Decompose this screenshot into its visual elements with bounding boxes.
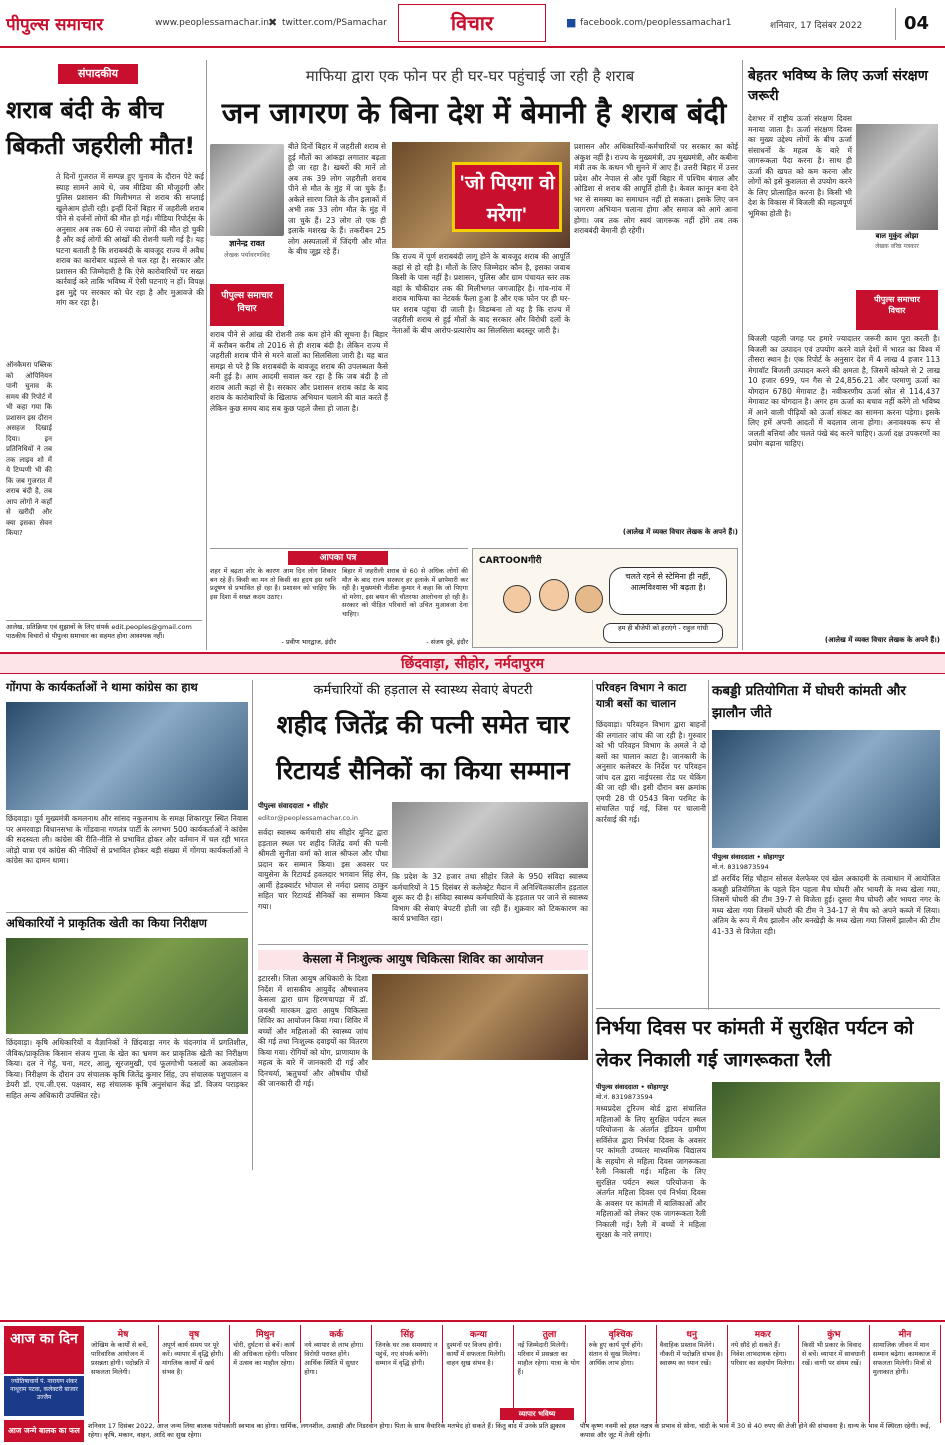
business-title: व्यापार भविष्य bbox=[500, 1408, 574, 1420]
main-col1: बीते दिनों बिहार में जहरीली शराब से हुई मौतों का आंकड़ा लगातार बढ़ता ही जा रहा है। खबरों की मानें तो अब तक 39 लोग जहरीली शराब पीने से मौत के मुंह में जा चुके हैं। अकेले सारण जिले के तीन इलाकों में अभी तक 33 लोग मौत के मुंह में जा चुके हैं। 23 लोग तो एक ही इलाके मशरख के हैं। तकरीबन 25 लोग अस्पतालों में जिंदगी और मौत के बीच जूझ रहे हैं। bbox=[288, 142, 387, 256]
rashi-name: मीन bbox=[898, 1330, 912, 1340]
s3-photo bbox=[392, 802, 588, 868]
rashi-4 bbox=[372, 1325, 443, 1423]
s4-body: इटारसी। जिला आयुष अधिकारी के दिशा निर्देश में शासकीय आयुर्वेद औषधालय केसला द्वारा ग्राम हिरणचापड़ा में डॉ. जयश्री मारकम द्वारा आयुष चिकित्सा शिविर का आयोजन किया गया। शिविर में बच्चों और महिलाओं की स्वास्थ्य जांच की गई तथा निःशुल्क दवाइयों का वितरण किया गया। रोगियों को योग, प्राणायाम के महत्व के बारे में जानकारी दी गई और दिनचर्या, ऋतुचर्या और औषधीय पौधों की जानकारी दी गई। bbox=[258, 974, 368, 1088]
rashi-3 bbox=[301, 1325, 372, 1423]
main-col3: कि राज्य में पूर्ण शराबबंदी लागू होने के बावजूद शराब की आपूर्ति कहां से हो रही है। मौतों के लिए जिम्मेदार कौन है, इसका जवाब किसी के पास नहीं है। प्रशासन, पुलिस और ग्राम पंचायत स्तर तक वहां के चौकीदार तक की मिलीभगत जगजाहिर है। गांव-गांव में शराब माफिया का नेटवर्क फैला हुआ है और एक फोन पर ही घर-घर शराब पहुंचा दी जाती है। विडम्बना तो यह है कि राज्य में जहरीली शराब से हुई मौतों के बाद सरकार और विरोधी दलों के नेताओं के बीच आरोप-प्रत्यारोप का सिलसिला बदस्तूर जारी है। bbox=[392, 252, 570, 335]
facebook-link[interactable]: facebook.com/peoplessamachar1 bbox=[580, 18, 732, 28]
s6-byline: पीपुल्स संवाददाता • सोहागपुर bbox=[712, 853, 785, 861]
s7-headline: निर्भया दिवस पर कांमती में सुरक्षित पर्यटन को लेकर निकाली गई जागरूकता रैली bbox=[596, 1017, 914, 1071]
editorial-headline: शराब बंदी के बीच बिकती जहरीली मौत! bbox=[6, 96, 196, 160]
s1-body: छिंदवाड़ा। पूर्व मुख्यमंत्री कमलनाथ और सांसद नकुलनाथ के समक्ष शिकारपुर स्थित निवास पर अमरवाड़ा विधानसभा के गोंडवाना गणतंत्र पार्टी के लगभग 500 कार्यकर्ताओं ने कांग्रेस की सदस्यता ली। कांग्रेस की रीति-नीति से प्रभावित होकर और वर्तमान में चल रही भारत जोड़ो यात्रा एवं कांग्रेस की नीतियों से प्रभावित होकर बड़ी संख्या में गोंगपा कार्यकर्ताओं ने कांग्रेस का दामन थामा। bbox=[6, 814, 248, 865]
right-body-2: बिजली पहली जगह पर हमारे ज्यादातर जरूरी काम पूरा करती है। बिजली का उत्पादन एवं उपयोग करने वाले देशों में भारत का विश्व में तीसरा स्थान है। एक रिपोर्ट के अनुसार देश में 4 लाख 4 हजार 113 मेगावॉट बिजली उत्पादन करने की क्षमता है, जिसमें कोयले से 2 लाख 10 हजार 699, पन गैस से 24,856.21 और परमाणु ऊर्जा का योगदान 6780 मेगावाट है। नवीकरणीय ऊर्जा स्रोत से 114,437 मेगावाट का योगदान है। अगर हम ऊर्जा का बचाव नहीं करेंगे तो भविष्य में आने वाली पीढ़ियों को ऊर्जा संकट का सामना करना पड़ेगा। इसके लिए हमें अपनी आदतों में बदलाव लाना होगा। अनावश्यक रूप से जलती बत्तियां और चलते पंखे बंद करने चाहिए। ऊर्जा दक्ष उपकरणों का प्रयोग बढ़ाना चाहिए। bbox=[748, 334, 940, 448]
rashi-text: नये व्यापार से लाभ होगा। विरोधी परास्त होंगे। आर्थिक स्थिति में सुधार होगा। bbox=[304, 1341, 364, 1376]
s3-kicker: कर्मचारियों की हड़ताल से स्वास्थ्य सेवाएं बेपटरी bbox=[313, 683, 533, 698]
region-title: छिंदवाड़ा, सीहोर, नर्मदापुरम bbox=[401, 656, 544, 672]
right-body-1: देशभर में राष्ट्रीय ऊर्जा संरक्षण दिवस मनाया जाता है। ऊर्जा संरक्षण दिवस का मुख्य उद्देश्य लोगों के बीच ऊर्जा संसाधनों के महत्व के बारे में जागरूकता पैदा करना है। साथ ही ऊर्जा की खपत को कम करना और लोगों को इसे कुशलता से उपयोग करने के लिए प्रोत्साहित करना है। किसी भी देश के विकास में बिजली की महत्वपूर्ण भूमिका होती है। bbox=[748, 114, 852, 218]
rashi-text: नये सौदे हो सकते हैं। निवेश लाभदायक रहेगा। परिवार का सहयोग मिलेगा। bbox=[730, 1341, 795, 1367]
nitish-photo bbox=[392, 142, 570, 248]
s5-body: छिंदवाड़ा। परिवहन विभाग द्वारा बाहनों की लगातार जांच की जा रही है। गुरुवार को भी परिवहन विभाग के अमले ने दो बसों का चालान काटा है। जानकारी के अनुसार कलेक्टर के निर्देश पर परिवहन जांच दल द्वारा नाईपरसा रोड पर चेकिंग की जा रही थी। इसी दौरान बस क्रमांक एमपी 28 पी 0543 बिना परमिट के संचालित पाई गई, जिस पर चालानी कार्रवाई की गई। bbox=[596, 720, 706, 824]
website-link[interactable]: www.peoplessamachar.in bbox=[155, 18, 269, 28]
main-col4: प्रशासन और अधिकारियों-कर्मचारियों पर सरकार का कोई अंकुश नहीं है। राज्य के मुख्यमंत्री, उप मुख्यमंत्री, और कबीना मंत्री तक के कथन भी सुनने में आए हैं। उत्तरी बिहार में उत्तर प्रदेश और नेपाल से और पूर्वी बिहार में पश्चिम बंगाल और ओडिशा से शराब की आपूर्ति होती है। केवल कानून बना देने भर से समस्या का समाधान नहीं हो सकता। इसके लिए जन जागरण अभियान चलाना होगा और समाज को आगे आना होगा। जब तक लोग स्वयं जागरूक नहीं होंगे तब तक शराबबंदी बेमानी ही रहेगी। bbox=[574, 142, 738, 235]
cartoon-figure-2 bbox=[539, 579, 569, 611]
right-footer: (आलेख में व्यक्त विचार लेखक के अपने हैं।) bbox=[824, 636, 940, 644]
badge-section: विचार bbox=[237, 304, 257, 314]
editorial-footer bbox=[6, 620, 202, 646]
s2-body: छिंदवाड़ा। कृषि अधिकारियों व वैज्ञानिकों ने छिंदवाड़ा नगर के चंदनगांव में प्रगतिशील, जैविक/प्राकृतिक किसान संजय गुप्ता के खेत का भ्रमण कर प्राकृतिक खेती का निरीक्षण किया। दल ने गेहूं, चना, मटर, आलू, सूरजमुखी, एवं फूलगोभी फसलों का अवलोकन किया। निरीक्षण के दौरान उप संचालक कृषि जितेंद्र कुमार सिंह, उप संचालक पशुपालन व डेयरी डॉ. एच.जी.एस. पक्षवार, सह संचालक कृषि अनुसंधान केंद्र डॉ. विजय पराड़कर सहित अन्य अधिकारी उपस्थित रहे। bbox=[6, 1038, 248, 1100]
letter-1: शहर में बढ़ता शोर के कारण आम दिन लोग शिकार बन रहे हैं। किसी का मन तो किसी का हृदय इस ध्वनि प्रदूषण से प्रभावित हो रहा है। प्रशासन को चाहिए कि इस दिशा में सख्त कदम उठाए। bbox=[210, 567, 336, 601]
issue-date: शनिवार, 17 दिसंबर 2022 bbox=[770, 21, 863, 31]
s3-body: सर्वदा स्वास्थ्य कर्मचारी संघ सीहोर यूनिट द्वारा हड़ताल स्थल पर शहीद जितेंद्र वर्मा की पत्नी श्रीमती सुनीता वर्मा को शाल श्रीफल और पौधा प्रदान कर सम्मान किया। इस अवसर पर वायुसेना के रिटायर्ड हवलदार भगवान सिंह सेन, आर्मी हेडक्वार्टर भोपाल से नर्मदा प्रसाद ठाकुर सहित चार रिटायर्ड सैनिकों का सम्मान किया गया। bbox=[258, 828, 388, 911]
main-col2: शराब पीने से आंख की रोशनी तक कम होने की सूचना है। बिहार में करीबन करीब तो 2016 से ही शराब बंदी है। लेकिन राज्य में जहरीली शराब पीने से मरने वालों का सिलसिला जारी है। यह बात समझ से परे है कि शराबबंदी के बावजूद शराब की उपलब्धता कैसे बनी हुई है। आम आदमी सवाल कर रहा है कि जब बंदी है तो शराब आती कहां से है। सरकार और प्रशासन शराब कांड के बाद शराब के कारोबारियों के खिलाफ अभियान चलाने की बात करते हैं लेकिन कुछ समय बाद सब कुछ पहले जैसा हो जाता है। bbox=[210, 330, 388, 413]
region-banner bbox=[0, 652, 945, 674]
s6-mobile: मो.नं. 8319873594 bbox=[712, 863, 769, 871]
rashi-name: धनु bbox=[686, 1330, 697, 1340]
s6-rule bbox=[596, 1008, 940, 1009]
brand-logo: पीपुल्स समाचार bbox=[6, 15, 104, 35]
rashi-name: कुंभ bbox=[827, 1330, 841, 1340]
cartoon-caption: हम ही बीजेपी को हराएंगे - राहुल गांधी bbox=[603, 623, 723, 643]
rashi-text: चोरी, दुर्घटना से बचें। कार्य की अधिकता रहेगी। परिवार में उत्सव का माहौल रहेगा। bbox=[233, 1341, 297, 1367]
editorial-body: ते दिनों गुजरात में सम्पन्न हुए चुनाव के दौरान पेटे कई स्याह सामने आये थे, जब मीडिया की मौजूदगी और पुलिस प्रशासन की मिलीभगत से शराब की सप्लाई खुलेआम होती रही। इन्हीं दिनों बिहार में जहरीली शराब पीने से दर्जनों लोगों की मौत हो गई। मीडिया रिपोर्ट्स के अनुसार अब तक 60 से ज्यादा लोगों की मौत हो चुकी है और कई लोगों की आंखों की रोशनी चली गई है। यह घटना बताती है कि शराबबंदी के बावजूद राज्य में अवैध शराब का कारोबार धड़ल्ले से चल रहा है। सरकार और प्रशासन की जिम्मेदारी है कि ऐसे कारोबारियों पर सख्त कार्रवाई करे ताकि भविष्य में ऐसी घटनाएं न हों। विपक्ष इस मुद्दे पर सरकार को घेर रहा है और मुआवजे की मांग कर रहा है। bbox=[56, 172, 204, 307]
cartoon-label: CARTOONगीरी bbox=[479, 556, 542, 566]
author-name: ज्ञानेन्द्र रावत bbox=[229, 239, 265, 248]
rashi-text: सामाजिक जीवन में मान सम्मान बढ़ेगा। कामकाज में सफलता मिलेगी। मित्रों से मुलाकात होगी। bbox=[872, 1341, 936, 1376]
s6-body: डॉ अरविंद सिंह चौहान सोसल वेलफेयर एवं खेल अकादमी के तत्वाधान में आयोजित कबड्डी प्रतियोगिता के पहले दिन पहला मैच घोघरी और भायरी के मध्य खेला गया, जिसमें घोघरी की टीम 39-7 से विजेता हुई। दूसरा मैच घोघरी और भायरा नगर के मध्य खेला गया जिसमें घोघरी की टीम ने 34-17 से मैच को अपने कब्जे में लिया। अंतिम के रूप में मैच झालौन और बनखेड़ी के मध्य खेला गया जिसमें झालौन की टीम 41-33 से विजेता रही। bbox=[712, 874, 940, 936]
facebook-icon: ■ bbox=[566, 16, 577, 29]
rashi-name: मिथुन bbox=[255, 1330, 275, 1340]
editorial-tag: संपादकीय bbox=[58, 64, 138, 84]
right-author-name: बाल मुकुंद ओझा bbox=[875, 232, 919, 240]
s1-headline: गोंगपा के कार्यकर्ताओं ने थामा कांग्रेस का हाथ bbox=[6, 680, 198, 694]
main-kicker: माफिया द्वारा एक फोन पर ही घर-घर पहुंचाई जा रही है शराब bbox=[305, 67, 635, 85]
rashi-text: नई जिम्मेदारी मिलेगी। परिवार में प्रसन्नता का माहौल रहेगा। यात्रा के योग हैं। bbox=[517, 1341, 580, 1376]
letter-2-sign: - संजय दुबे, इंदौर bbox=[426, 638, 468, 646]
s6-headline: कबड्डी प्रतियोगिता में घोघरी कांमती और झालौन जीते bbox=[712, 683, 906, 721]
rashi-8 bbox=[657, 1325, 728, 1423]
s5-headline: परिवहन विभाग ने काटा यात्री बसों का चालान bbox=[596, 682, 687, 710]
rashi-name: वृष bbox=[189, 1330, 200, 1340]
letter-2: बिहार में जहरीली शराब से 60 से अधिक लोगों की मौत के बाद राज्य सरकार हर इलाके में छापेमारी कर रही है। मुख्यमंत्री नीतीश कुमार ने कहा कि जो पिएगा वो मरेगा, इस बयान की चौतरफा आलोचना हो रही है। सरकार को पीड़ित परिवारों को उचित मुआवजा देना चाहिए। bbox=[342, 567, 468, 618]
letter-1-sign: - प्रवीण भारद्वाज, इंदौर bbox=[281, 638, 336, 646]
cartoon-panel bbox=[472, 548, 738, 648]
rashi-name: मकर bbox=[754, 1330, 771, 1340]
rashi-name: कर्क bbox=[329, 1330, 344, 1340]
rashi-name: कन्या bbox=[469, 1330, 487, 1340]
right-author-photo bbox=[856, 124, 938, 230]
cartoon-figure-3 bbox=[575, 585, 603, 613]
rashi-1 bbox=[159, 1325, 230, 1423]
rashi-name: मेष bbox=[117, 1330, 129, 1340]
rashi-11 bbox=[870, 1325, 941, 1423]
child-title: आज जन्मे बालक का फल bbox=[4, 1420, 84, 1442]
twitter-link[interactable]: twitter.com/PSamachar bbox=[282, 18, 387, 28]
vichar-badge bbox=[210, 284, 284, 326]
rashi-2 bbox=[230, 1325, 301, 1423]
s7-body: मध्यप्रदेश टूरिज्म बोर्ड द्वारा संचालित महिलाओं के लिए सुरक्षित पर्यटन स्थल परियोजना के अंतर्गत इंडियन ग्रामीण सर्विसेज द्वारा निर्भया दिवस के अवसर पर कांमती उच्चतर माध्यमिक विद्यालय के सहयोग से महिला दिवस जागरूकता रैली निकाली गई। महिला के लिए सुरक्षित पर्यटन स्थल परियोजना के अंतर्गत महिला दिवस एवं निर्भया दिवस के अवसर पर कांमती में बालिकाओं और महिलाओं को लेकर एक जागरूकता रैली निकाली गई। रैली में बच्चों ने महिला सुरक्षा के नारे लगाए। bbox=[596, 1104, 706, 1239]
rashi-0 bbox=[88, 1325, 159, 1423]
main-footer: (आलेख में व्यक्त विचार लेखक के अपने हैं।) bbox=[622, 528, 738, 536]
author-role: लेखक पर्यावरणविद bbox=[224, 251, 270, 259]
letters-title: आपका पत्र bbox=[288, 551, 388, 565]
editorial-contact: आलेख, प्रतिक्रिया एवं सुझावों के लिए संपर्क edit.peoples@gmail.com bbox=[6, 623, 192, 631]
poster-text: 'जो पिएगा वो मरेगा' bbox=[452, 162, 562, 232]
s4-photo bbox=[372, 974, 588, 1060]
s2-photo bbox=[6, 938, 248, 1034]
rashi-text: जिनके घर तक समस्याएं न पहुंचें, नए संपर्क बनेंगे। सम्मान में वृद्धि होगी। bbox=[375, 1341, 438, 1367]
rashi-name: तुला bbox=[542, 1330, 557, 1340]
rashi-text: दुश्मनों पर विजय होगी। कार्यों में सफलता मिलेगी। वाहन सुख संभव है। bbox=[446, 1341, 506, 1367]
right-headline: बेहतर भविष्य के लिए ऊर्जा संरक्षण जरूरी bbox=[748, 68, 928, 104]
rashi-name: सिंह bbox=[400, 1330, 414, 1340]
twitter-icon: ✖ bbox=[268, 16, 278, 29]
rashi-name: वृश्चिक bbox=[608, 1330, 633, 1340]
rashi-9 bbox=[728, 1325, 799, 1423]
s3-headline: शहीद जितेंद्र की पत्नी समेत चार रिटायर्ड सैनिकों का किया सम्मान bbox=[276, 710, 570, 785]
right-badge-brand: पीपुल्स समाचार bbox=[874, 295, 920, 304]
s1-photo bbox=[6, 702, 248, 810]
s3-byline: पीपुल्स संवाददाता • सीहोर bbox=[258, 802, 328, 810]
section-title: विचार bbox=[398, 4, 546, 42]
author-photo bbox=[210, 144, 284, 236]
business-text: पौष कृष्ण नवमी को हस्त नक्षत्र के प्रभाव से सोना, चांदी के भाव में 30 से 40 रुपए की तेजी होने की संभावना है। धान्य के भाव में स्थिरता रहेगी। रूई, कपास और जूट में तेजी रहेगी। bbox=[580, 1422, 931, 1439]
rashi-text: वैवाहिक प्रस्ताव मिलेंगे। नौकरी में पदोन्नति संभव है। स्वास्थ्य का ध्यान रखें। bbox=[659, 1341, 723, 1367]
s3-body-2: कि प्रदेश के 32 हजार तथा सीहोर जिले के 950 संविदा स्वास्थ्य कर्मचारियों ने 15 दिसंबर से कलेक्ट्रेट मैदान में अनिश्चितकालीन हड़ताल शुरू कर दी है। संविदा स्वास्थ्य कर्मचारियों के हड़ताल पर जाने से स्वास्थ्य विभाग की सेवाएं बेपटरी होती जा रही हैं। शुक्रवार को टिककारण का कार्य प्रभावित रहा। bbox=[392, 872, 588, 923]
s7-mobile: मो.नं. 8319873594 bbox=[596, 1093, 653, 1101]
s3-rule bbox=[258, 944, 588, 945]
editorial-sidebar: ऑनकैमरा पब्लिक को ओपिनियन पानी चुनाव के समय की रिपोर्ट में भी कहा गया कि प्रशासन इस दौरान असहज दिखाई दिया। इन प्रतिनिधियों ने तब तक लाइव शो में ये टिप्पणी भी की कि जब गुजरात में शराब बंदी है, तब आप लोगों ने कहाँ से खरीदी और क्या इसका सेवन किया? bbox=[6, 361, 52, 537]
right-vichar-badge bbox=[856, 290, 938, 330]
page-number: 04 bbox=[895, 8, 937, 40]
child-text: शनिवार 17 दिसंबर 2022, आज जन्म लिया बालक परोपकारी स्वभाव का होगा। धार्मिक, लगनशील, उत्साही और निडरवान होगा। पिता के साथ वैचारिक मतभेद हो सकते हैं। किंतु बाद में उनके प्रति झुकाव रहेगा। कृषि, मकान, वाहन, आदि का सुख रहेगा। bbox=[88, 1422, 566, 1439]
horoscope-astrologer: ज्योतिषाचार्य पं. नारायण शंकर नाथूराम पटवा, कलेक्टरी बाजार उज्जैन bbox=[4, 1376, 84, 1416]
s3-email[interactable]: editor@peoplessamachar.co.in bbox=[258, 814, 358, 822]
s7-byline: पीपुल्स संवाददाता • सोहागपुर bbox=[596, 1083, 669, 1091]
rashi-text: अपूर्ण कार्य समय पर पूरे करें। व्यापार में वृद्धि होगी। मांगलिक कार्यों में खर्च संभव है। bbox=[162, 1341, 224, 1376]
badge-brand: पीपुल्स समाचार bbox=[221, 291, 273, 301]
rashi-text: जोखिम के कार्यों से बचें, पारिवारिक आयोजन में प्रसन्नता होगी। पदोन्नति में सफलता मिलेगी। bbox=[91, 1341, 150, 1376]
s2-headline: अधिकारियों ने प्राकृतिक खेती का किया निरीक्षण bbox=[6, 916, 207, 930]
rashi-10 bbox=[799, 1325, 870, 1423]
rashi-7 bbox=[586, 1325, 657, 1423]
right-author-role: लेखक वरिष्ठ पत्रकार bbox=[875, 243, 919, 250]
horoscope-title: आज का दिन bbox=[4, 1326, 84, 1374]
s6-photo bbox=[712, 730, 940, 848]
s7-photo bbox=[712, 1082, 940, 1158]
rashi-text: किसी भी प्रकार के विवाद से बचें। व्यापार में सावधानी रखें। वाणी पर संयम रखें। bbox=[801, 1341, 866, 1367]
rashi-text: रुके हुए कार्य पूर्ण होंगे। संतान से सुख मिलेगा। आर्थिक लाभ होगा। bbox=[588, 1341, 643, 1367]
masthead bbox=[0, 0, 945, 48]
main-headline: जन जागरण के बिना देश में बेमानी है शराब बंदी bbox=[221, 96, 727, 130]
letters-box bbox=[210, 548, 468, 648]
editorial-note: पाठकीय विचारों से पीपुल्स समाचार का सहमत होना आवश्यक नहीं। bbox=[6, 632, 165, 640]
right-badge-section: विचार bbox=[888, 306, 906, 315]
cartoon-bubble: चलते रहने से स्टेमिना ही नहीं, आत्मविश्वास भी बढ़ता है। bbox=[609, 567, 727, 615]
s4-headline: केसला में निःशुल्क आयुष चिकित्सा शिविर का आयोजन bbox=[258, 950, 588, 970]
s1-rule bbox=[6, 912, 248, 913]
cartoon-figure-1 bbox=[503, 585, 531, 613]
